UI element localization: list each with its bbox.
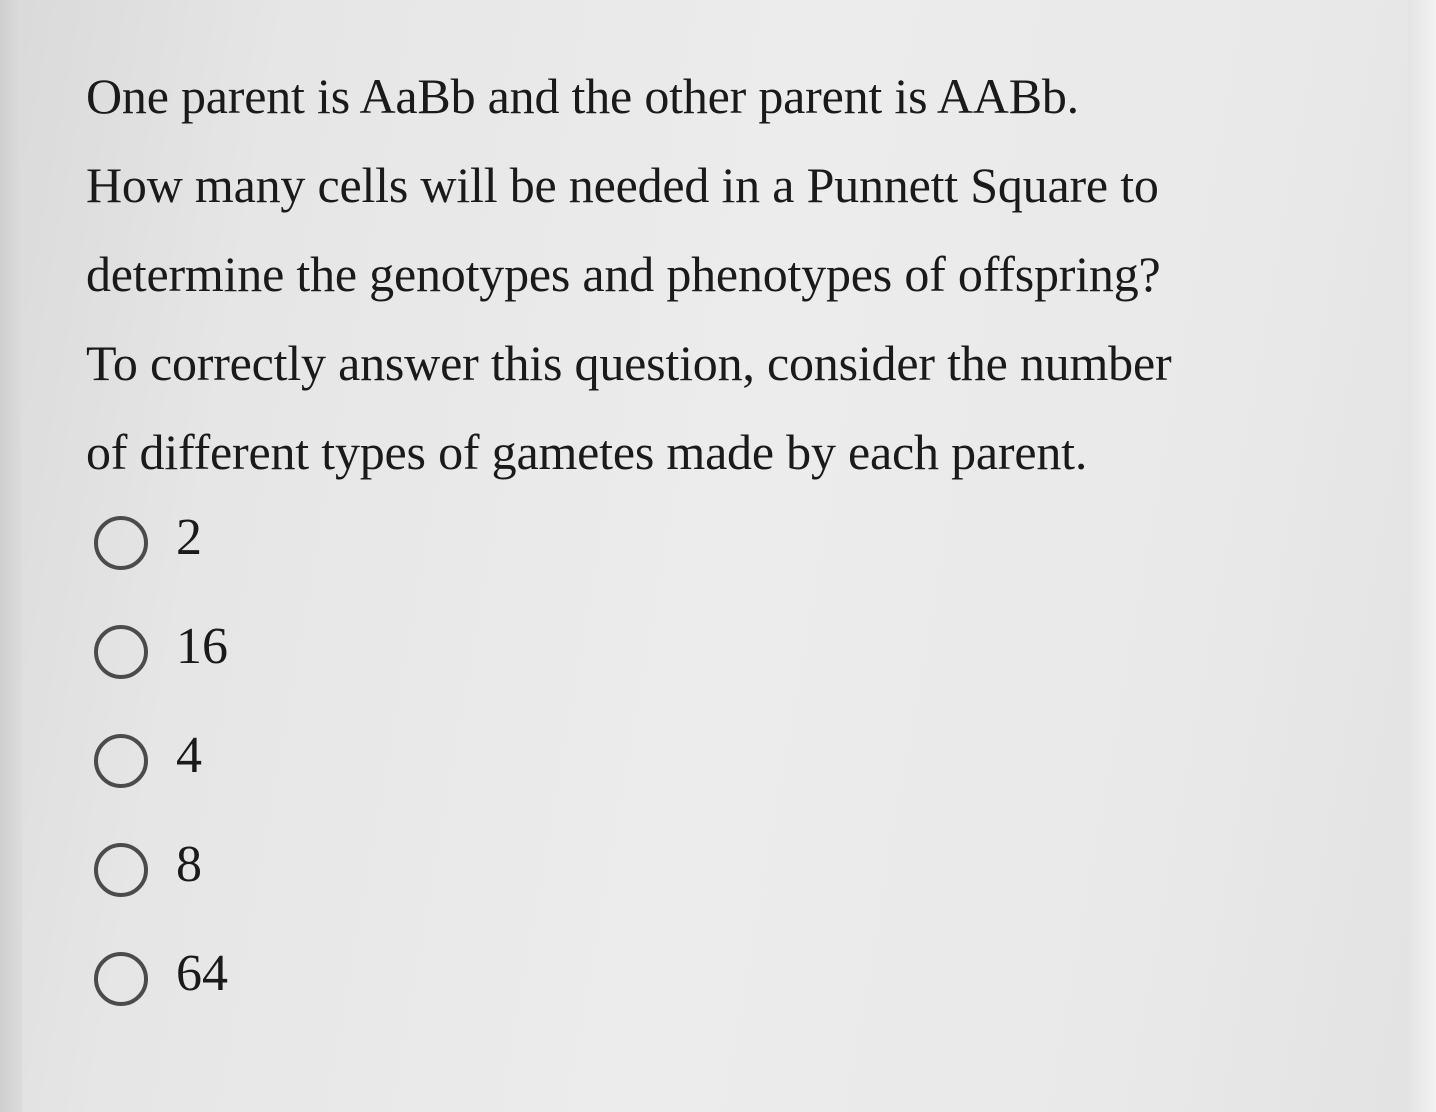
page-edge-right xyxy=(1408,0,1436,1112)
answer-option-64[interactable] xyxy=(94,942,494,1051)
question-line: How many cells will be needed in a Punnett Square to xyxy=(86,157,1159,213)
option-label: 8 xyxy=(176,836,202,893)
answer-option-2[interactable] xyxy=(94,506,494,615)
answer-option-8[interactable] xyxy=(94,833,494,942)
answer-options xyxy=(94,506,494,1051)
question-line: determine the genotypes and phenotypes of offspring? xyxy=(86,246,1161,302)
answer-option-4[interactable] xyxy=(94,724,494,833)
option-label: 16 xyxy=(176,618,228,675)
radio-unselected-icon[interactable] xyxy=(94,516,148,570)
question-text xyxy=(86,52,1336,497)
radio-unselected-icon[interactable] xyxy=(94,843,148,897)
radio-unselected-icon[interactable] xyxy=(94,734,148,788)
option-label: 2 xyxy=(176,509,202,566)
option-label: 64 xyxy=(176,945,228,1002)
question-line: To correctly answer this question, consider the number xyxy=(86,335,1172,391)
radio-unselected-icon[interactable] xyxy=(94,952,148,1006)
question-line: of different types of gametes made by each parent. xyxy=(86,424,1088,480)
radio-unselected-icon[interactable] xyxy=(94,625,148,679)
option-label: 4 xyxy=(176,727,202,784)
page-edge-left xyxy=(0,0,22,1112)
answer-option-16[interactable] xyxy=(94,615,494,724)
question-line: One parent is AaBb and the other parent is AABb. xyxy=(86,68,1079,124)
